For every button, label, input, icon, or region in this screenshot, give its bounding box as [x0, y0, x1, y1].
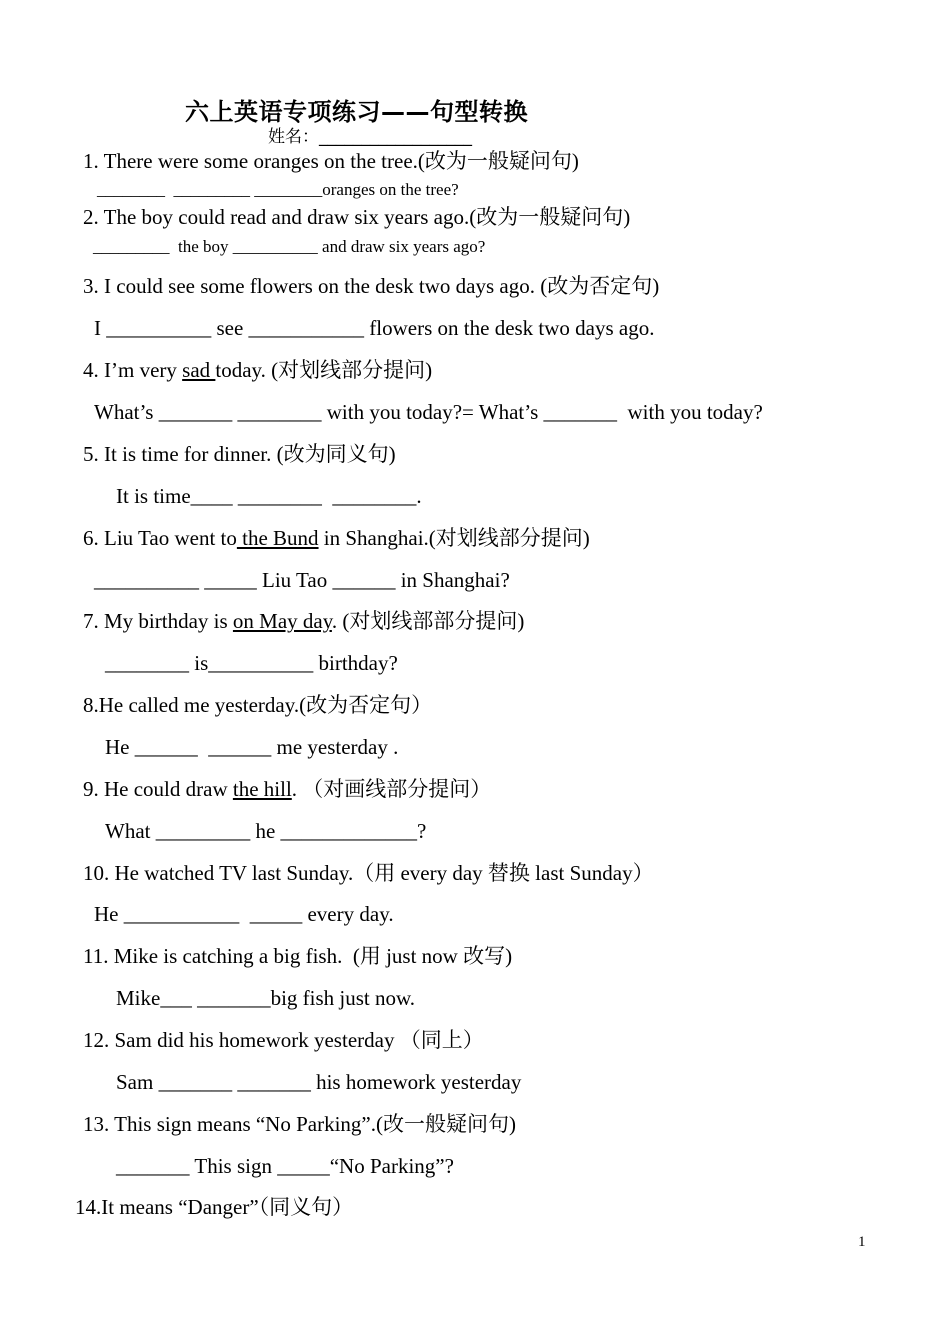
question-3: 3. I could see some flowers on the desk two days ago. (改为否定句) — [83, 274, 660, 298]
name-blank: __________________ — [319, 127, 472, 147]
question-11: 11. Mike is catching a big fish. (用 just now 改写) — [83, 944, 513, 968]
question-6: 6. Liu Tao went to the Bund in Shanghai.(对划线部分提问) — [83, 526, 590, 550]
underlined-part: the Bund — [236, 526, 319, 550]
answer-1: ________ _________ ________oranges on the tree? — [97, 180, 459, 199]
page-number: 1 — [858, 1234, 866, 1250]
answer-6: __________ _____ Liu Tao ______ in Shanghai? — [94, 568, 510, 592]
answer-2: _________ the boy __________ and draw six years ago? — [93, 237, 486, 256]
underlined-part: the hill — [232, 777, 292, 801]
question-14: 14.It means “Danger”（同义句） — [75, 1195, 354, 1219]
answer-11: Mike___ _______big fish just now. — [116, 986, 416, 1010]
answer-13: _______ This sign _____“No Parking”? — [116, 1154, 454, 1178]
question-9: 9. He could draw the hill. （对画线部分提问） — [83, 777, 492, 801]
question-7: 7. My birthday is on May day. (对划线部部分提问) — [83, 609, 525, 633]
name-label: 姓名： — [268, 127, 319, 147]
question-5: 5. It is time for dinner. (改为同义句) — [83, 442, 396, 466]
question-2: 2. The boy could read and draw six years ago.(改为一般疑问句) — [83, 205, 631, 229]
question-13: 13. This sign means “No Parking”.(改一般疑问句) — [83, 1112, 516, 1136]
underlined-part: on May day — [232, 609, 332, 633]
answer-9: What _________ he _____________? — [105, 819, 427, 843]
question-8: 8.He called me yesterday.(改为否定句） — [83, 693, 433, 717]
underlined-part: sad — [182, 358, 216, 382]
worksheet-title: 六上英语专项练习——句型转换 — [185, 98, 528, 126]
answer-7: ________ is__________ birthday? — [105, 651, 398, 675]
answer-12: Sam _______ _______ his homework yesterday — [116, 1070, 522, 1094]
question-12: 12. Sam did his homework yesterday （同上） — [83, 1028, 484, 1052]
question-10: 10. He watched TV last Sunday.（用 every day 替换 last Sunday） — [83, 861, 654, 885]
answer-5: It is time____ ________ ________. — [116, 484, 422, 508]
question-4: 4. I’m very sad today. (对划线部分提问) — [83, 358, 433, 382]
answer-10: He ___________ _____ every day. — [94, 902, 394, 926]
name-row — [268, 122, 472, 147]
answer-4: What’s _______ ________ with you today?= What’s _______ with you today? — [94, 400, 763, 424]
question-1: 1. There were some oranges on the tree.(改为一般疑问句) — [83, 149, 579, 173]
answer-3: I __________ see ___________ flowers on the desk two days ago. — [94, 316, 655, 340]
answer-8: He ______ ______ me yesterday . — [105, 735, 399, 759]
